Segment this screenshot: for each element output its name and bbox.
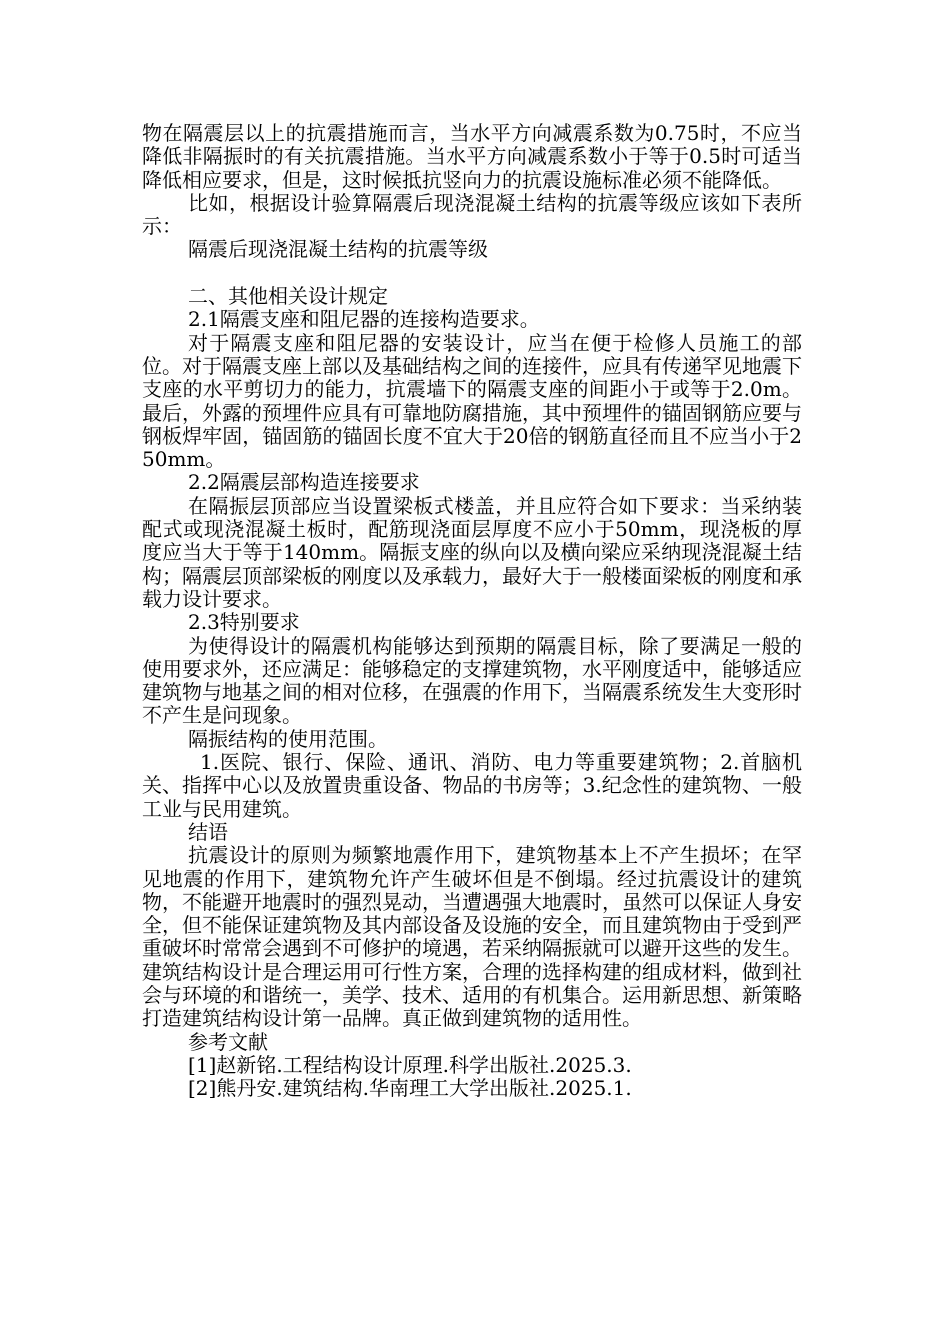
heading-conclusion: 结语 [188,819,228,844]
subheading-2-1: 2.1隔震支座和阻尼器的连接构造要求。 [188,307,540,332]
subheading-2-2: 2.2隔震层部构造连接要求 [188,470,420,495]
paragraph-2-3: 为使得设计的隔震机构能够达到预期的隔震目标，除了要满足一般的使用要求外，还应满足：能够稳定的支撑建筑物，水平刚度适中，能够适应建筑物与地基之间的相对位移，在强震的作用下，当隔震系统发生大变形时不产生是问现象。 [142,633,802,728]
section-heading-2: 二、其他相关设计规定 [188,284,388,309]
table-gap [142,262,802,285]
heading-references: 参考文献 [188,1029,268,1054]
heading-scope: 隔振结构的使用范围。 [188,726,388,751]
table-caption: 隔震后现浇混凝土结构的抗震等级 [188,237,488,262]
paragraph-2-1: 对于隔震支座和阻尼器的安装设计，应当在便于检修人员施工的部位。对于隔震支座上部以及基础结构之间的连接件，应具有传递罕见地震下支座的水平剪切力的能力，抗震墙下的隔震支座的间距小于或等于2.0m。最后，外露的预埋件应具有可靠地防腐措施，其中预埋件的锚固钢筋应要与钢板焊牢固，锚固筋的锚固长度不宜大于20倍的钢筋直径而且不应当小于250mm。 [142,330,802,472]
paragraph-example: 比如，根据设计验算隔震后现浇混凝土结构的抗震等级应该如下表所示： [142,190,802,239]
reference-item: [1]赵新铭.工程结构设计原理.科学出版社.2025.3. [188,1052,632,1077]
reference-item: [2]熊丹安.建筑结构.华南理工大学出版社.2025.1. [188,1076,632,1101]
document-page [142,122,802,1100]
paragraph-conclusion: 抗震设计的原则为频繁地震作用下，建筑物基本上不产生损坏；在罕见地震的作用下，建筑物允许产生破坏但是不倒塌。经过抗震设计的建筑物，不能避开地震时的强烈晃动，当遭遇强大地震时，虽然可以保证人身安全，但不能保证建筑物及其内部设备及设施的安全，而且建筑物由于受到严重破坏时常常会遇到不可修护的境遇，若采纳隔振就可以避开这些的发生。建筑结构设计是合理运用可行性方案，合理的选择构建的组成材料，做到社会与环境的和谐统一，美学、技术、适用的有机集合。运用新思想、新策略打造建筑结构设计第一品牌。真正做到建筑物的适用性。 [142,843,802,1031]
paragraph-2-2: 在隔振层顶部应当设置梁板式楼盖，并且应符合如下要求：当采纳装配式或现浇混凝土板时，配筋现浇面层厚度不应小于50mm，现浇板的厚度应当大于等于140mm。隔振支座的纵向以及横向梁应采纳现浇混凝土结构；隔震层顶部梁板的刚度以及承载力，最好大于一般楼面梁板的刚度和承载力设计要求。 [142,493,802,611]
paragraph-continuation: 物在隔震层以上的抗震措施而言，当水平方向减震系数为0.75时，不应当降低非隔振时的有关抗震措施。当水平方向减震系数小于等于0.5时可适当降低相应要求，但是，这时候抵抗竖向力的抗震设施标准必须不能降低。 [142,121,802,192]
subheading-2-3: 2.3特别要求 [188,610,300,635]
paragraph-scope-list: 1.医院、银行、保险、通讯、消防、电力等重要建筑物；2.首脑机关、指挥中心以及放置贵重设备、物品的书房等；3.纪念性的建筑物、一般工业与民用建筑。 [142,750,802,821]
